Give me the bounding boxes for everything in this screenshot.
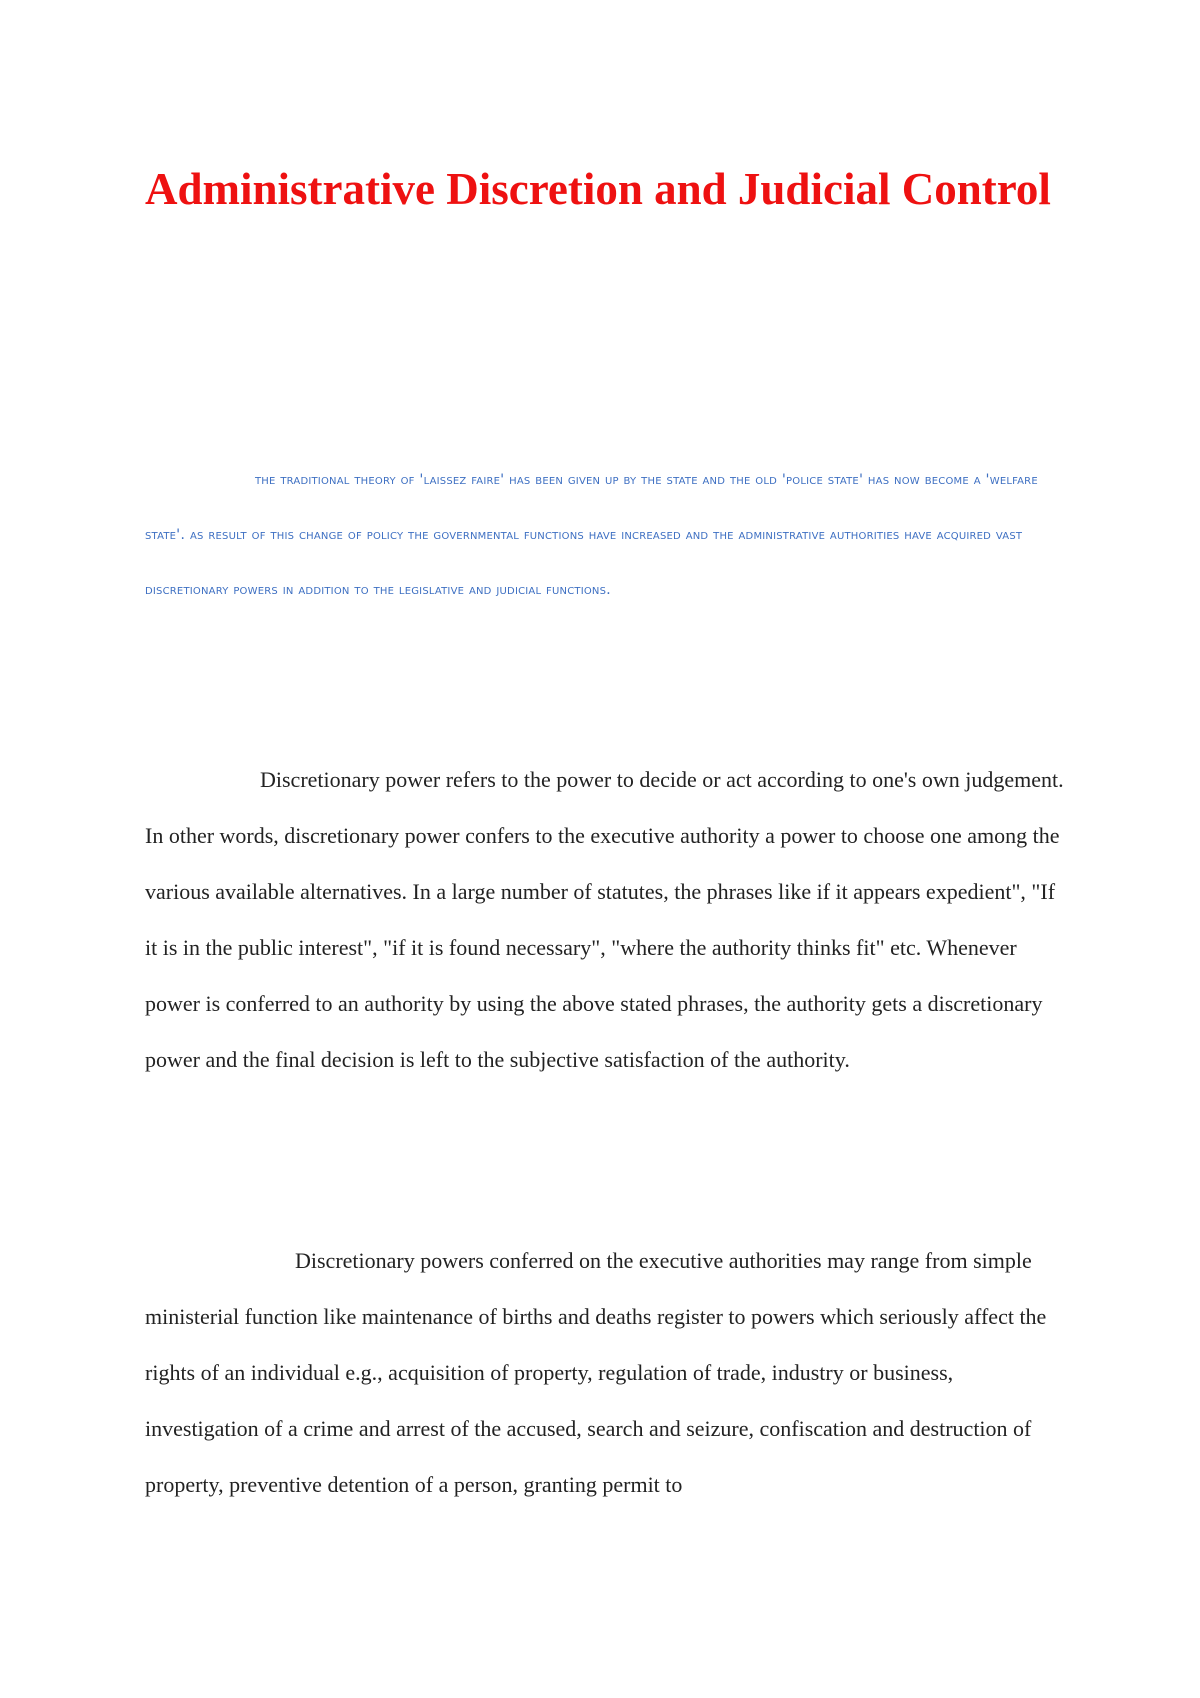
- body-paragraph-2: Discretionary powers conferred on the executive authorities may range from simple ministerial function like maintenance of births and deaths register to powers which seriously affect the rights of an individual e.g., acquisition of property, regulation of trade, industry or business, investigation of a crime and arrest of the accused, search and seizure, confiscation and destruction of property, preventive detention of a person, granting permit to: [145, 1248, 1047, 1497]
- body-paragraph-1: Discretionary power refers to the power to decide or act according to one's own judgement. In other words, discretionary power confers to the executive authority a power to choose one among the various available alternatives. In a large number of statutes, the phrases like if it appears expedient", "If it is in the public interest", "if it is found necessary", "where the authority thinks fit" etc. Whenever power is conferred to an authority by using the above stated phrases, the authority gets a discretionary power and the final decision is left to the subjective satisfaction of the authority.: [145, 767, 1064, 1072]
- document-title: Administrative Discretion and Judicial Control: [145, 164, 1051, 214]
- intro-paragraph: the traditional theory of 'laissez faire' has been given up by the state and the old 'police state' has now become a 'welfare state'. as result of this change of policy the governmental functions have increased and the administrative authorities have acquired vast discretionary powers in addition to the legislative and judicial functions.: [145, 472, 1038, 598]
